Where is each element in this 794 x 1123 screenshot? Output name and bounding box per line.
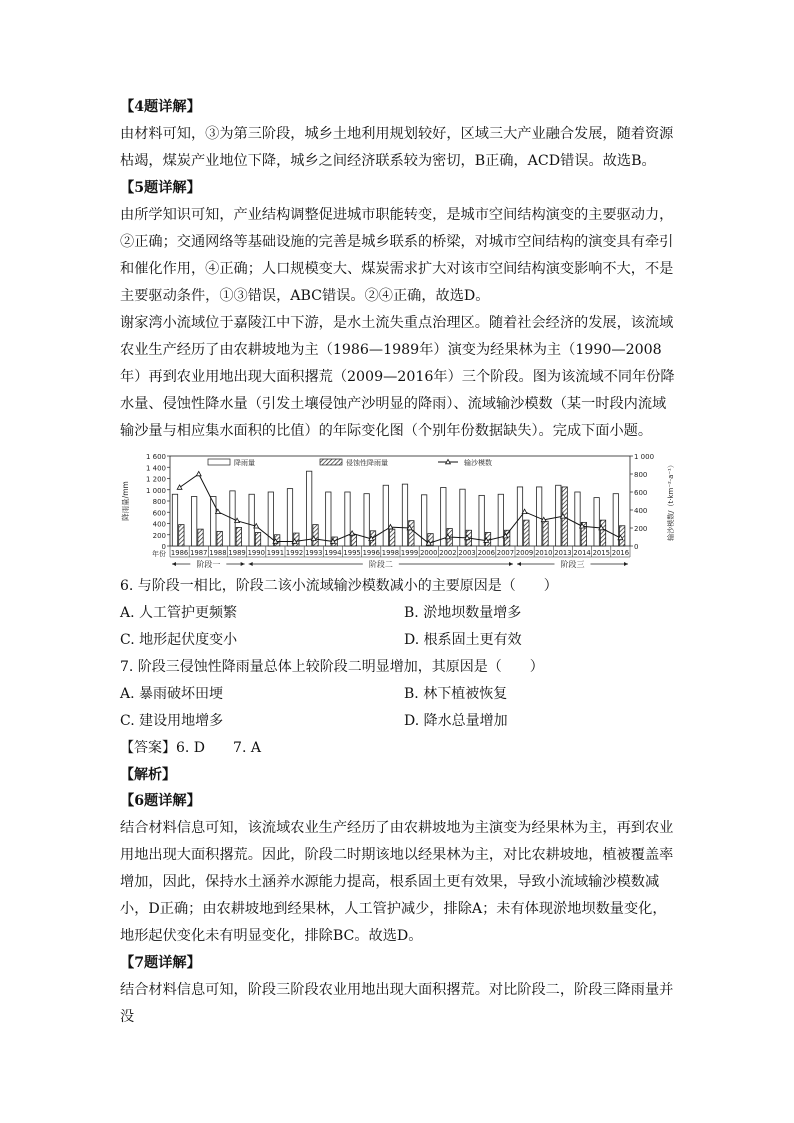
- year-label: 1993: [305, 549, 323, 557]
- left-tick-label: 1 000: [145, 486, 166, 495]
- stage-label: 阶段一: [196, 560, 221, 569]
- stage-arrowhead: [249, 562, 253, 566]
- right-tick-label: 0: [634, 543, 639, 551]
- stage-arrowhead: [172, 562, 176, 566]
- legend-erosive-label: 侵蚀性降雨量: [346, 459, 388, 467]
- left-tick-label: 0: [161, 543, 166, 551]
- erosive-rainfall-bar: [409, 521, 414, 546]
- rainfall-bar: [345, 492, 350, 546]
- left-tick-label: 200: [152, 531, 166, 540]
- legend-rainfall-swatch: [208, 459, 230, 465]
- sediment-point: [196, 471, 201, 475]
- q7-stem: 7. 阶段三侵蚀性降雨量总体上较阶段二明显增加，其原因是（ ）: [120, 659, 544, 675]
- rainfall-bar: [441, 488, 446, 547]
- rainfall-bar: [536, 487, 541, 546]
- year-label: 1992: [285, 549, 304, 557]
- year-label: 1987: [190, 549, 208, 557]
- rainfall-bar: [556, 485, 561, 546]
- q7-option-b[interactable]: B. 林下植被恢复: [404, 686, 508, 702]
- right-tick-label: 800: [634, 471, 648, 479]
- left-tick-label: 600: [152, 509, 166, 518]
- rainfall-bar: [575, 492, 580, 546]
- rainfall-bar: [211, 497, 216, 547]
- q7-analysis-heading: 【7题详解】: [120, 955, 201, 971]
- legend-erosive-swatch: [320, 459, 342, 465]
- year-label: 2006: [477, 549, 495, 557]
- year-label: 2015: [592, 549, 610, 557]
- left-tick-label: 800: [152, 498, 166, 506]
- erosive-rainfall-bar: [351, 535, 356, 546]
- stage-arrowhead: [624, 562, 628, 566]
- sediment-point: [177, 485, 182, 489]
- q6-stem: 6. 与阶段一相比，阶段二该小流域输沙模数减小的主要原因是（ ）: [120, 578, 558, 594]
- erosive-rainfall-bar: [236, 527, 241, 546]
- rainfall-bar: [287, 489, 292, 546]
- year-label: 1991: [266, 549, 285, 557]
- stage-label: 阶段二: [368, 560, 393, 569]
- erosive-rainfall-bar: [524, 520, 529, 546]
- left-tick-label: 1 600: [145, 453, 166, 461]
- rainfall-bar: [594, 498, 599, 546]
- erosive-rainfall-bar: [217, 531, 222, 546]
- year-label: 2014: [573, 549, 591, 557]
- q7-option-a[interactable]: A. 暴雨破坏田埂: [120, 686, 224, 702]
- q5-heading: 【5题详解】: [120, 180, 201, 196]
- year-label: 2016: [611, 549, 630, 557]
- left-tick-label: 1 400: [145, 464, 166, 473]
- answer-line: 【答案】6. D 7. A: [120, 740, 261, 756]
- right-tick-label: 400: [634, 507, 648, 515]
- q4-explanation: 由材料可知，③为第三阶段，城乡土地利用规划较好，区域三大产业融合发展，随着资源枯竭，煤炭产业地位下降，城乡之间经济联系较为密切，B正确，ACD错误。故选B。: [120, 126, 674, 169]
- stage-arrowhead: [509, 562, 513, 566]
- year-label: 1998: [381, 549, 400, 557]
- year-label: 1994: [324, 549, 342, 557]
- rainfall-bar: [479, 495, 484, 546]
- rainfall-bar: [172, 494, 177, 546]
- rainfall-bar: [517, 487, 522, 546]
- year-label: 1988: [209, 549, 227, 557]
- x-label: 年份: [152, 550, 166, 558]
- rainfall-bar: [306, 471, 311, 546]
- erosive-rainfall-bar: [390, 529, 395, 546]
- year-label: 1995: [343, 549, 361, 557]
- rainfall-bar: [613, 494, 618, 546]
- erosive-rainfall-bar: [198, 529, 203, 546]
- year-label: 2003: [458, 549, 476, 557]
- stage-arrowhead: [241, 562, 245, 566]
- year-label: 1996: [362, 549, 380, 557]
- q7-analysis: 结合材料信息可知，阶段三阶段农业用地出现大面积撂荒。对比阶段二，阶段三降雨量并没: [120, 982, 674, 1025]
- q6-option-b[interactable]: B. 淤地坝数量增多: [404, 605, 522, 621]
- sediment-line: [180, 474, 621, 543]
- rainfall-bar: [249, 494, 254, 546]
- year-label: 2010: [535, 549, 553, 557]
- erosive-rainfall-bar: [543, 521, 548, 546]
- year-label: 1990: [247, 549, 265, 557]
- left-tick-label: 400: [152, 520, 166, 529]
- year-label: 2002: [439, 549, 457, 557]
- year-label: 1989: [228, 549, 246, 557]
- erosive-rainfall-bar: [600, 520, 605, 546]
- legend-rainfall-label: 降雨量: [234, 459, 255, 467]
- rainfall-bar: [191, 497, 196, 547]
- year-label: 2007: [496, 549, 515, 557]
- rainfall-bar: [402, 484, 407, 546]
- rainfall-sediment-chart: [120, 450, 680, 574]
- rainfall-bar: [326, 492, 331, 546]
- q6-option-a[interactable]: A. 人工管护更频繁: [120, 605, 238, 621]
- q4-heading: 【4题详解】: [120, 99, 201, 115]
- q7-option-c[interactable]: C. 建设用地增多: [120, 713, 224, 729]
- erosive-rainfall-bar: [313, 525, 318, 546]
- q7-option-d[interactable]: D. 降水总量增加: [404, 713, 508, 729]
- erosive-rainfall-bar: [179, 525, 184, 546]
- right-tick-label: 200: [634, 525, 648, 533]
- right-tick-label: 600: [634, 489, 648, 497]
- q6-analysis: 结合材料信息可知，该流域农业生产经历了由农耕坡地为主演变为经果林为主，再到农业用地出现大面积撂荒。因此，阶段二时期该地以经果林为主，对比农耕坡地，植被覆盖率增加，因此，保持水土涵养水源能力提高，根系固土更有效果，导致小流域输沙模数减小，D正确；由农耕坡地到经果林，人工管护减少，排除A；未有体现淤地坝数量变化，地形起伏变化未有明显变化，排除BC。故选D。: [120, 820, 674, 944]
- erosive-rainfall-bar: [255, 533, 260, 547]
- material-paragraph: 谢家湾小流域位于嘉陵江中下游，是水土流失重点治理区。随着社会经济的发展，该流域农业生产经历了由农耕坡地为主（1986—1989年）演变为经果林为主（1990—2008年）再到农业用地出现大面积撂荒（2009—2016年）三个阶段。图为该流域不同年份降水量、侵蚀性降水量（引发土壤侵蚀产沙明显的降雨）、流域输沙模数（某一时段内流域输沙量与相应集水面积的比值）的年际变化图（个别年份数据缺失）。完成下面小题。: [120, 315, 675, 439]
- year-label: 2009: [515, 549, 534, 557]
- legend-sediment-label: 输沙模数: [464, 459, 492, 467]
- year-label: 1999: [400, 549, 419, 557]
- q6-analysis-heading: 【6题详解】: [120, 793, 201, 809]
- stage-label: 阶段三: [560, 560, 585, 569]
- analysis-heading: 【解析】: [120, 767, 176, 783]
- year-label: 1986: [170, 549, 189, 557]
- y-right-label: 输沙模数/（t·km⁻²·a⁻¹）: [667, 461, 675, 541]
- year-label: 2013: [554, 549, 572, 557]
- year-label: 2000: [420, 549, 438, 557]
- right-tick-label: 1 000: [634, 453, 655, 461]
- rainfall-bar: [383, 485, 388, 546]
- q6-option-c[interactable]: C. 地形起伏度变小: [120, 632, 238, 648]
- q6-option-d[interactable]: D. 根系固土更有效: [404, 632, 522, 648]
- y-left-label: 降雨量/mm: [121, 481, 130, 521]
- stage-arrowhead: [517, 562, 521, 566]
- left-tick-label: 1 200: [145, 475, 166, 484]
- q5-explanation: 由所学知识可知，产业结构调整促进城市职能转变，是城市空间结构演变的主要驱动力，②正确；交通网络等基础设施的完善是城乡联系的桥梁，对城市空间结构的演变具有牵引和催化作用，④正确；人口规模变大、煤炭需求扩大对该市空间结构演变影响不大，不是主要驱动条件，①③错误，ABC错误。②④正确，故选D。: [120, 207, 674, 304]
